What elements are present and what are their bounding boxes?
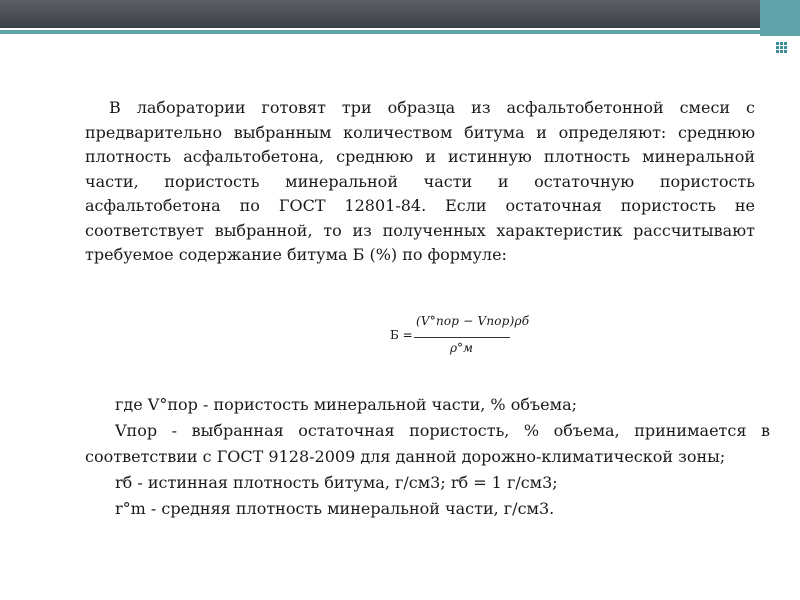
definition-item: r°m - средняя плотность минеральной части, г/см3. [115, 499, 555, 518]
formula-denominator: ρ°м [450, 341, 474, 355]
definition-item: где V°пор - пористость минеральной части, % объема; [115, 395, 578, 414]
definition-item: rб - истинная плотность битума, г/см3; rб = 1 г/см3; [115, 473, 558, 492]
slide-body [85, 96, 755, 268]
definitions-list [85, 392, 770, 522]
formula-lhs: Б = [390, 328, 413, 342]
formula-numerator: (V°пор − Vпор)ρб [416, 314, 530, 328]
bitumen-formula [390, 312, 530, 358]
corner-dots-decoration [776, 42, 786, 52]
corner-decoration [760, 0, 800, 36]
slide-header-accent-line [0, 30, 800, 34]
slide-header-band [0, 0, 800, 28]
main-paragraph: В лаборатории готовят три образца из асфальтобетонной смеси с предварительно выбранным количеством битума и определяют: среднюю плотность асфальтобетона, среднюю и истинную плотность минеральной части, пористость минеральной части и остаточную пористость асфальтобетона по ГОСТ 12801-84. Если остаточная пористость не соответствует выбранной, то из полученных характеристик рассчитывают требуемое содержание битума Б (%) по формуле: [85, 98, 755, 264]
fraction-line [414, 337, 510, 338]
definition-item: Vпор - выбранная остаточная пористость, % объема, принимается в соответствии с ГОСТ 9128-2009 для данной дорожно-климатической зоны; [85, 421, 770, 466]
